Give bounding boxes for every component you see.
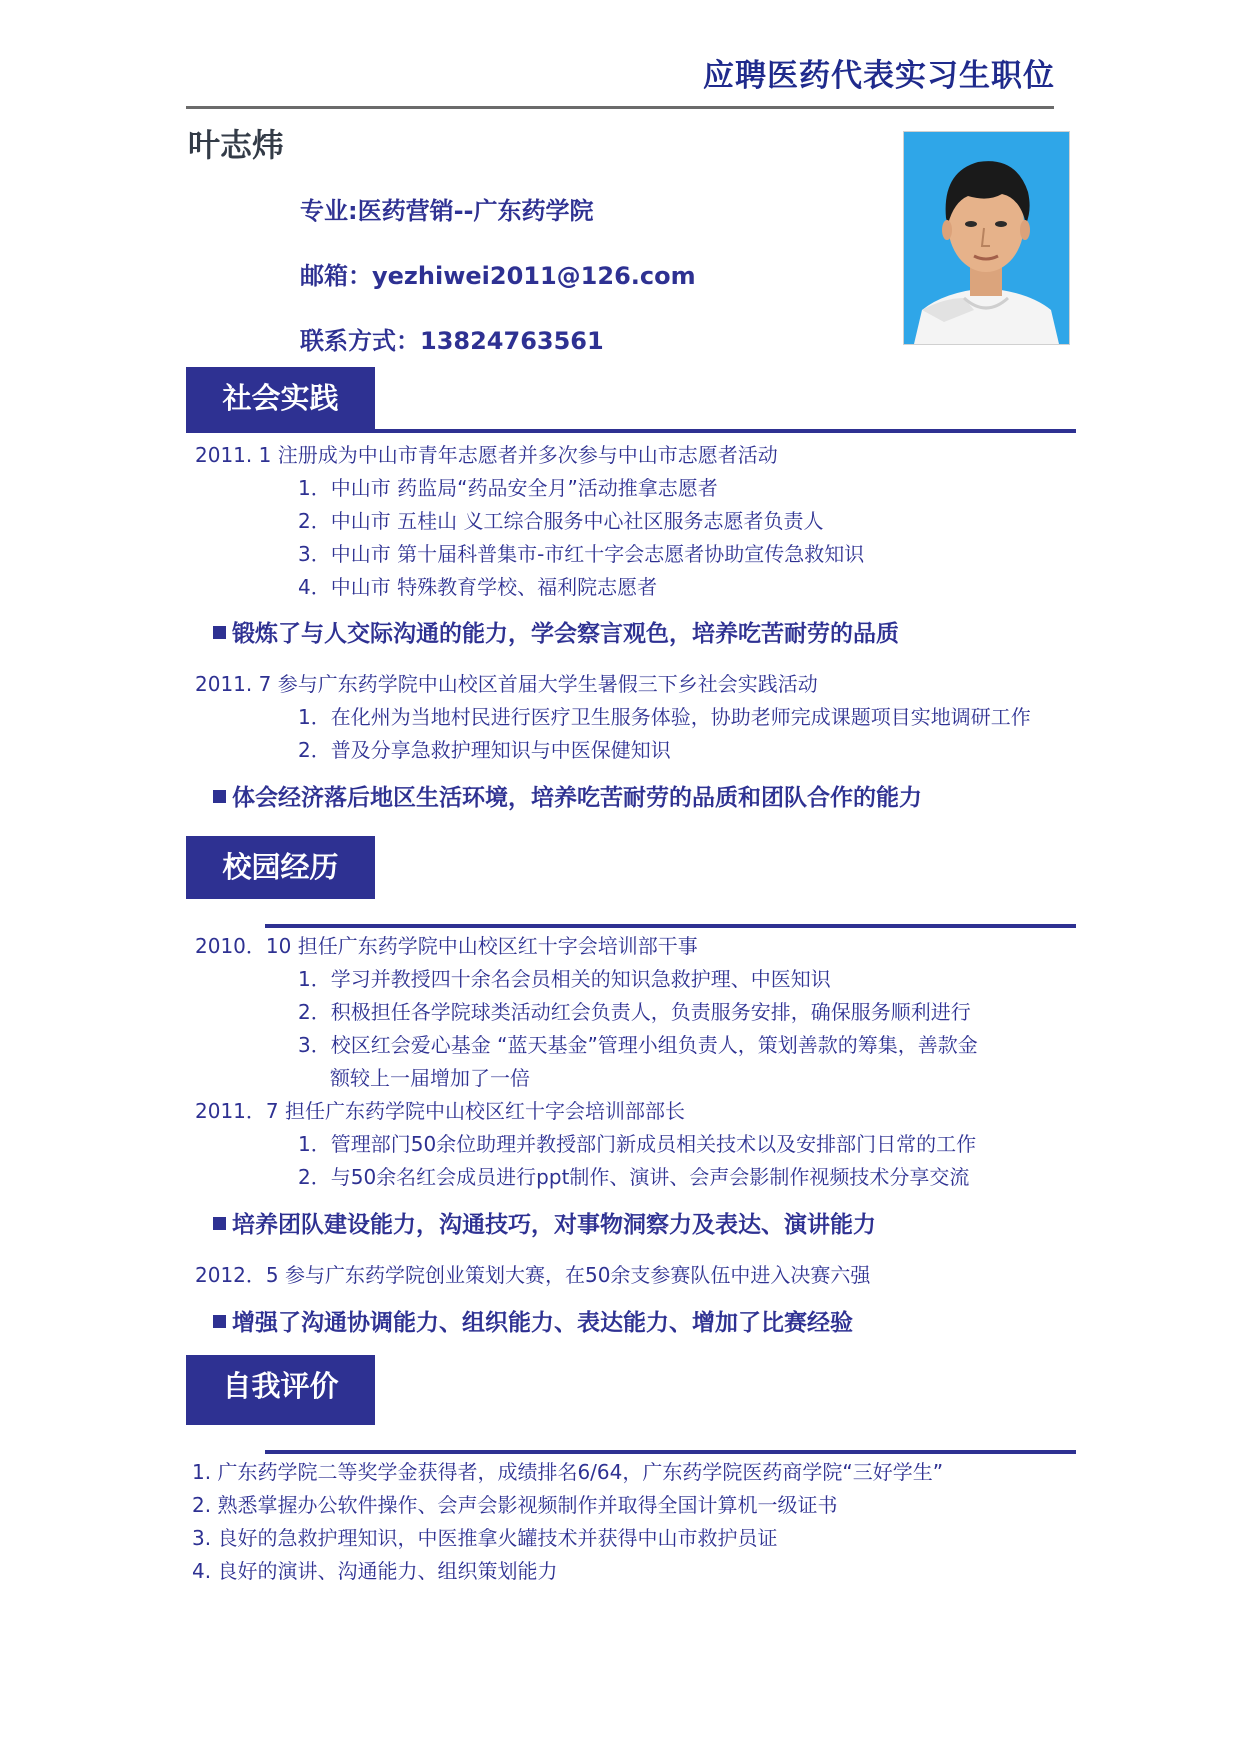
campus-entry-1-item: 额较上一届增加了一倍	[330, 1066, 530, 1090]
email-line: 邮箱：yezhiwei2011@126.com	[300, 262, 696, 290]
self-item: 1. 广东药学院二等奖学金获得者，成绩排名6/64，广东药学院医药商学院“三好学生”	[192, 1460, 944, 1484]
campus-entry-2-item: 1．管理部门50余位助理并教授部门新成员相关技术以及安排部门日常的工作	[298, 1132, 977, 1156]
campus-entry-3: 2012．5 参与广东药学院创业策划大赛，在50余支参赛队伍中进入决赛六强	[195, 1263, 871, 1287]
profile-photo	[903, 131, 1070, 345]
section-header-self	[186, 1355, 375, 1425]
practice-summary-2-text: 体会经济落后地区生活环境，培养吃苦耐劳的品质和团队合作的能力	[232, 785, 922, 811]
self-item: 4. 良好的演讲、沟通能力、组织策划能力	[192, 1559, 558, 1583]
square-bullet-icon	[213, 626, 226, 639]
practice-summary-2	[213, 779, 922, 812]
campus-entry-1: 2010．10 担任广东药学院中山校区红十字会培训部干事	[195, 934, 698, 958]
campus-entry-1-item: 3．校区红会爱心基金 “蓝天基金”管理小组负责人，策划善款的筹集，善款金	[298, 1033, 978, 1057]
practice-entry-1-item: 3．中山市 第十届科普集市-市红十字会志愿者协助宣传急救知识	[298, 542, 865, 566]
practice-entry-2: 2011. 7 参与广东药学院中山校区首届大学生暑假三下乡社会实践活动	[195, 672, 818, 696]
campus-summary-1	[213, 1206, 876, 1239]
section-rule-self	[265, 1450, 1076, 1454]
section-rule-practice	[186, 429, 1076, 433]
practice-entry-1: 2011. 1 注册成为中山市青年志愿者并多次参与中山市志愿者活动	[195, 443, 778, 467]
practice-entry-2-item: 1．在化州为当地村民进行医疗卫生服务体验，协助老师完成课题项目实地调研工作	[298, 705, 1031, 729]
square-bullet-icon	[213, 790, 226, 803]
campus-entry-1-item: 2．积极担任各学院球类活动红会负责人，负责服务安排，确保服务顺利进行	[298, 1000, 971, 1024]
header-divider	[186, 106, 1054, 109]
campus-entry-2: 2011．7 担任广东药学院中山校区红十字会培训部部长	[195, 1099, 685, 1123]
campus-summary-1-text: 培养团队建设能力，沟通技巧，对事物洞察力及表达、演讲能力	[232, 1212, 876, 1238]
practice-summary-1-text: 锻炼了与人交际沟通的能力，学会察言观色，培养吃苦耐劳的品质	[232, 621, 899, 647]
phone-line: 联系方式：13824763561	[300, 327, 604, 355]
campus-entry-1-item: 1．学习并教授四十余名会员相关的知识急救护理、中医知识	[298, 967, 831, 991]
practice-entry-1-item: 4．中山市 特殊教育学校、福利院志愿者	[298, 575, 658, 599]
job-title: 应聘医药代表实习生职位	[703, 58, 1055, 94]
section-rule-campus	[265, 924, 1076, 928]
section-header-practice	[186, 367, 375, 430]
candidate-name: 叶志炜	[188, 126, 285, 164]
major-line: 专业:医药营销--广东药学院	[300, 197, 594, 225]
self-item: 2. 熟悉掌握办公软件操作、会声会影视频制作并取得全国计算机一级证书	[192, 1493, 838, 1517]
section-title-practice: 社会实践	[222, 381, 339, 415]
practice-summary-1	[213, 615, 899, 648]
campus-summary-2	[213, 1304, 853, 1337]
practice-entry-2-item: 2．普及分享急救护理知识与中医保健知识	[298, 738, 671, 762]
square-bullet-icon	[213, 1217, 226, 1230]
practice-entry-1-item: 2．中山市 五桂山 义工综合服务中心社区服务志愿者负责人	[298, 509, 824, 533]
section-title-self: 自我评价	[222, 1369, 339, 1403]
section-title-campus: 校园经历	[222, 850, 339, 884]
self-item: 3. 良好的急救护理知识，中医推拿火罐技术并获得中山市救护员证	[192, 1526, 778, 1550]
section-header-campus	[186, 836, 375, 899]
campus-summary-2-text: 增强了沟通协调能力、组织能力、表达能力、增加了比赛经验	[232, 1310, 853, 1336]
campus-entry-2-item: 2．与50余名红会成员进行ppt制作、演讲、会声会影制作视频技术分享交流	[298, 1165, 970, 1189]
practice-entry-1-item: 1．中山市 药监局“药品安全月”活动推拿志愿者	[298, 476, 718, 500]
portrait-illustration	[904, 132, 1069, 344]
square-bullet-icon	[213, 1315, 226, 1328]
